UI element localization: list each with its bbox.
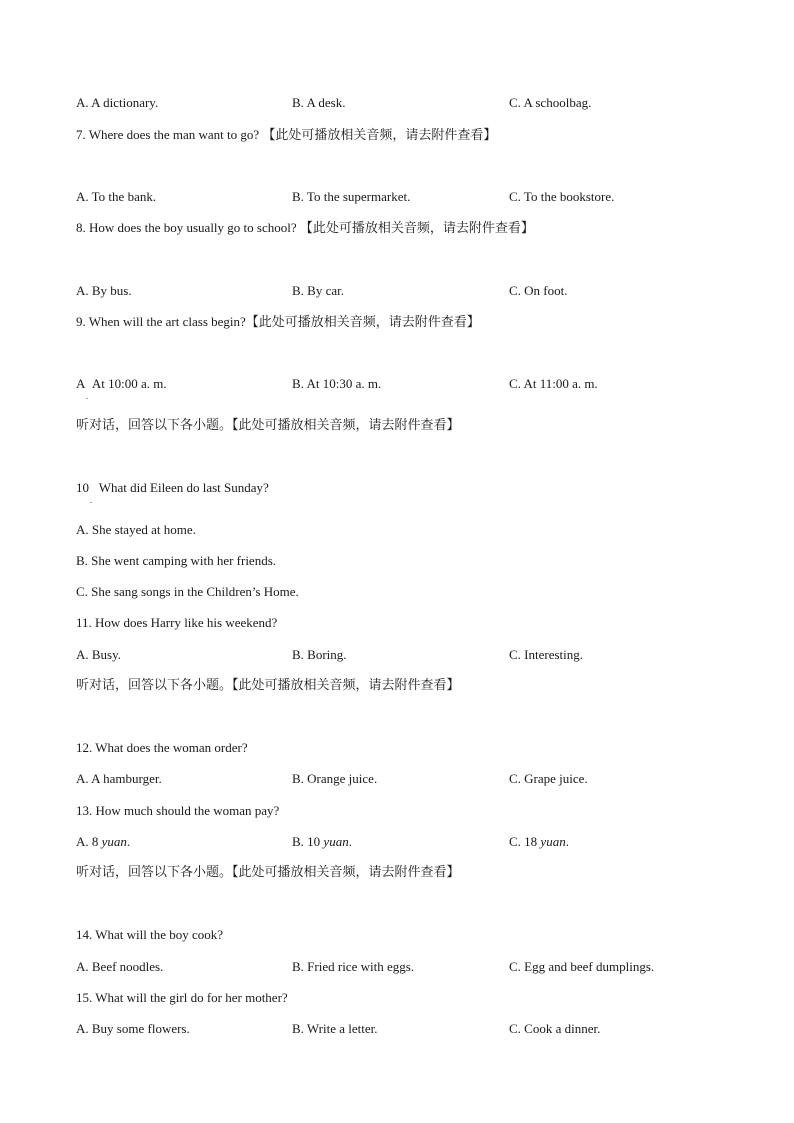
q6-option-b: B. A desk. <box>292 95 346 110</box>
q13-option-a <box>76 834 130 850</box>
question-7-text: 7. Where does the man want to go? <box>76 127 263 142</box>
q13-option-c-suffix: . <box>565 834 569 849</box>
question-7 <box>76 127 496 144</box>
question-9 <box>76 314 480 331</box>
q15-option-b: B. Write a letter. <box>292 1021 378 1036</box>
q14-option-b: B. Fried rice with eggs. <box>292 959 415 974</box>
stray-dot: . <box>90 496 92 505</box>
q8-option-a: A. By bus. <box>76 283 132 298</box>
audio-placeholder: 【此处可播放相关音频，请去附件查看】 <box>245 315 480 330</box>
q15-option-c: C. Cook a dinner. <box>509 1021 601 1036</box>
q13-option-b <box>292 834 352 850</box>
q9-option-a-text: At 10:00 a. m. <box>91 376 167 391</box>
q12-option-b: B. Orange juice. <box>292 771 378 786</box>
question-8-text: 8. How does the boy usually go to school? <box>76 220 300 235</box>
q10-option-a: A. She stayed at home. <box>76 522 196 537</box>
q10-option-c: C. She sang songs in the Children’s Home. <box>76 584 299 599</box>
q13-option-a-prefix: A. 8 <box>76 834 102 849</box>
q14-option-c: C. Egg and beef dumplings. <box>509 959 655 974</box>
audio-placeholder: 【此处可播放相关音频，请去附件查看】 <box>299 221 534 236</box>
q9-option-c: C. At 11:00 a. m. <box>509 376 598 391</box>
q7-option-a: A. To the bank. <box>76 189 157 204</box>
question-10-text: What did Eileen do last Sunday? <box>98 480 269 495</box>
q9-option-b: B. At 10:30 a. m. <box>292 376 382 391</box>
q12-option-a: A. A hamburger. <box>76 771 162 786</box>
question-9-text: 9. When will the art class begin? <box>76 314 246 329</box>
q7-option-c: C. To the bookstore. <box>509 189 615 204</box>
q13-option-b-suffix: . <box>348 834 352 849</box>
q8-option-b: B. By car. <box>292 283 344 298</box>
stray-dot: . <box>86 392 88 401</box>
q13-option-c-unit: yuan <box>540 834 566 849</box>
question-15: 15. What will the girl do for her mother? <box>76 990 288 1005</box>
q13-option-c <box>509 834 569 850</box>
q13-option-a-unit: yuan <box>101 834 127 849</box>
question-8 <box>76 220 534 237</box>
q6-option-c: C. A schoolbag. <box>509 95 592 110</box>
q9-option-a <box>76 376 167 392</box>
q11-option-b: B. Boring. <box>292 647 347 662</box>
q11-option-a: A. Busy. <box>76 647 122 662</box>
q15-option-a: A. Buy some flowers. <box>76 1021 190 1036</box>
q14-option-a: A. Beef noodles. <box>76 959 164 974</box>
question-12: 12. What does the woman order? <box>76 740 248 755</box>
q8-option-c: C. On foot. <box>509 283 568 298</box>
q7-option-b: B. To the supermarket. <box>292 189 411 204</box>
q12-option-c: C. Grape juice. <box>509 771 588 786</box>
q13-option-a-suffix: . <box>126 834 131 849</box>
audio-placeholder: 【此处可播放相关音频，请去附件查看】 <box>262 128 497 143</box>
q13-option-b-prefix: B. 10 <box>292 834 324 849</box>
q11-option-c: C. Interesting. <box>509 647 584 662</box>
q13-option-b-unit: yuan <box>323 834 349 849</box>
question-13: 13. How much should the woman pay? <box>76 803 280 818</box>
q9-option-a-letter: A <box>76 376 86 391</box>
question-11: 11. How does Harry like his weekend? <box>76 615 278 630</box>
section-instruction-3: 听对话，回答以下各小题。【此处可播放相关音频，请去附件查看】 <box>76 865 460 880</box>
question-10 <box>76 480 269 496</box>
question-10-number: 10 <box>76 480 89 495</box>
section-instruction-2: 听对话，回答以下各小题。【此处可播放相关音频，请去附件查看】 <box>76 678 460 693</box>
section-instruction-1: 听对话，回答以下各小题。【此处可播放相关音频，请去附件查看】 <box>76 418 460 433</box>
q6-option-a: A. A dictionary. <box>76 95 159 110</box>
q10-option-b: B. She went camping with her friends. <box>76 553 277 568</box>
question-14: 14. What will the boy cook? <box>76 927 224 942</box>
q13-option-c-prefix: C. 18 <box>509 834 541 849</box>
